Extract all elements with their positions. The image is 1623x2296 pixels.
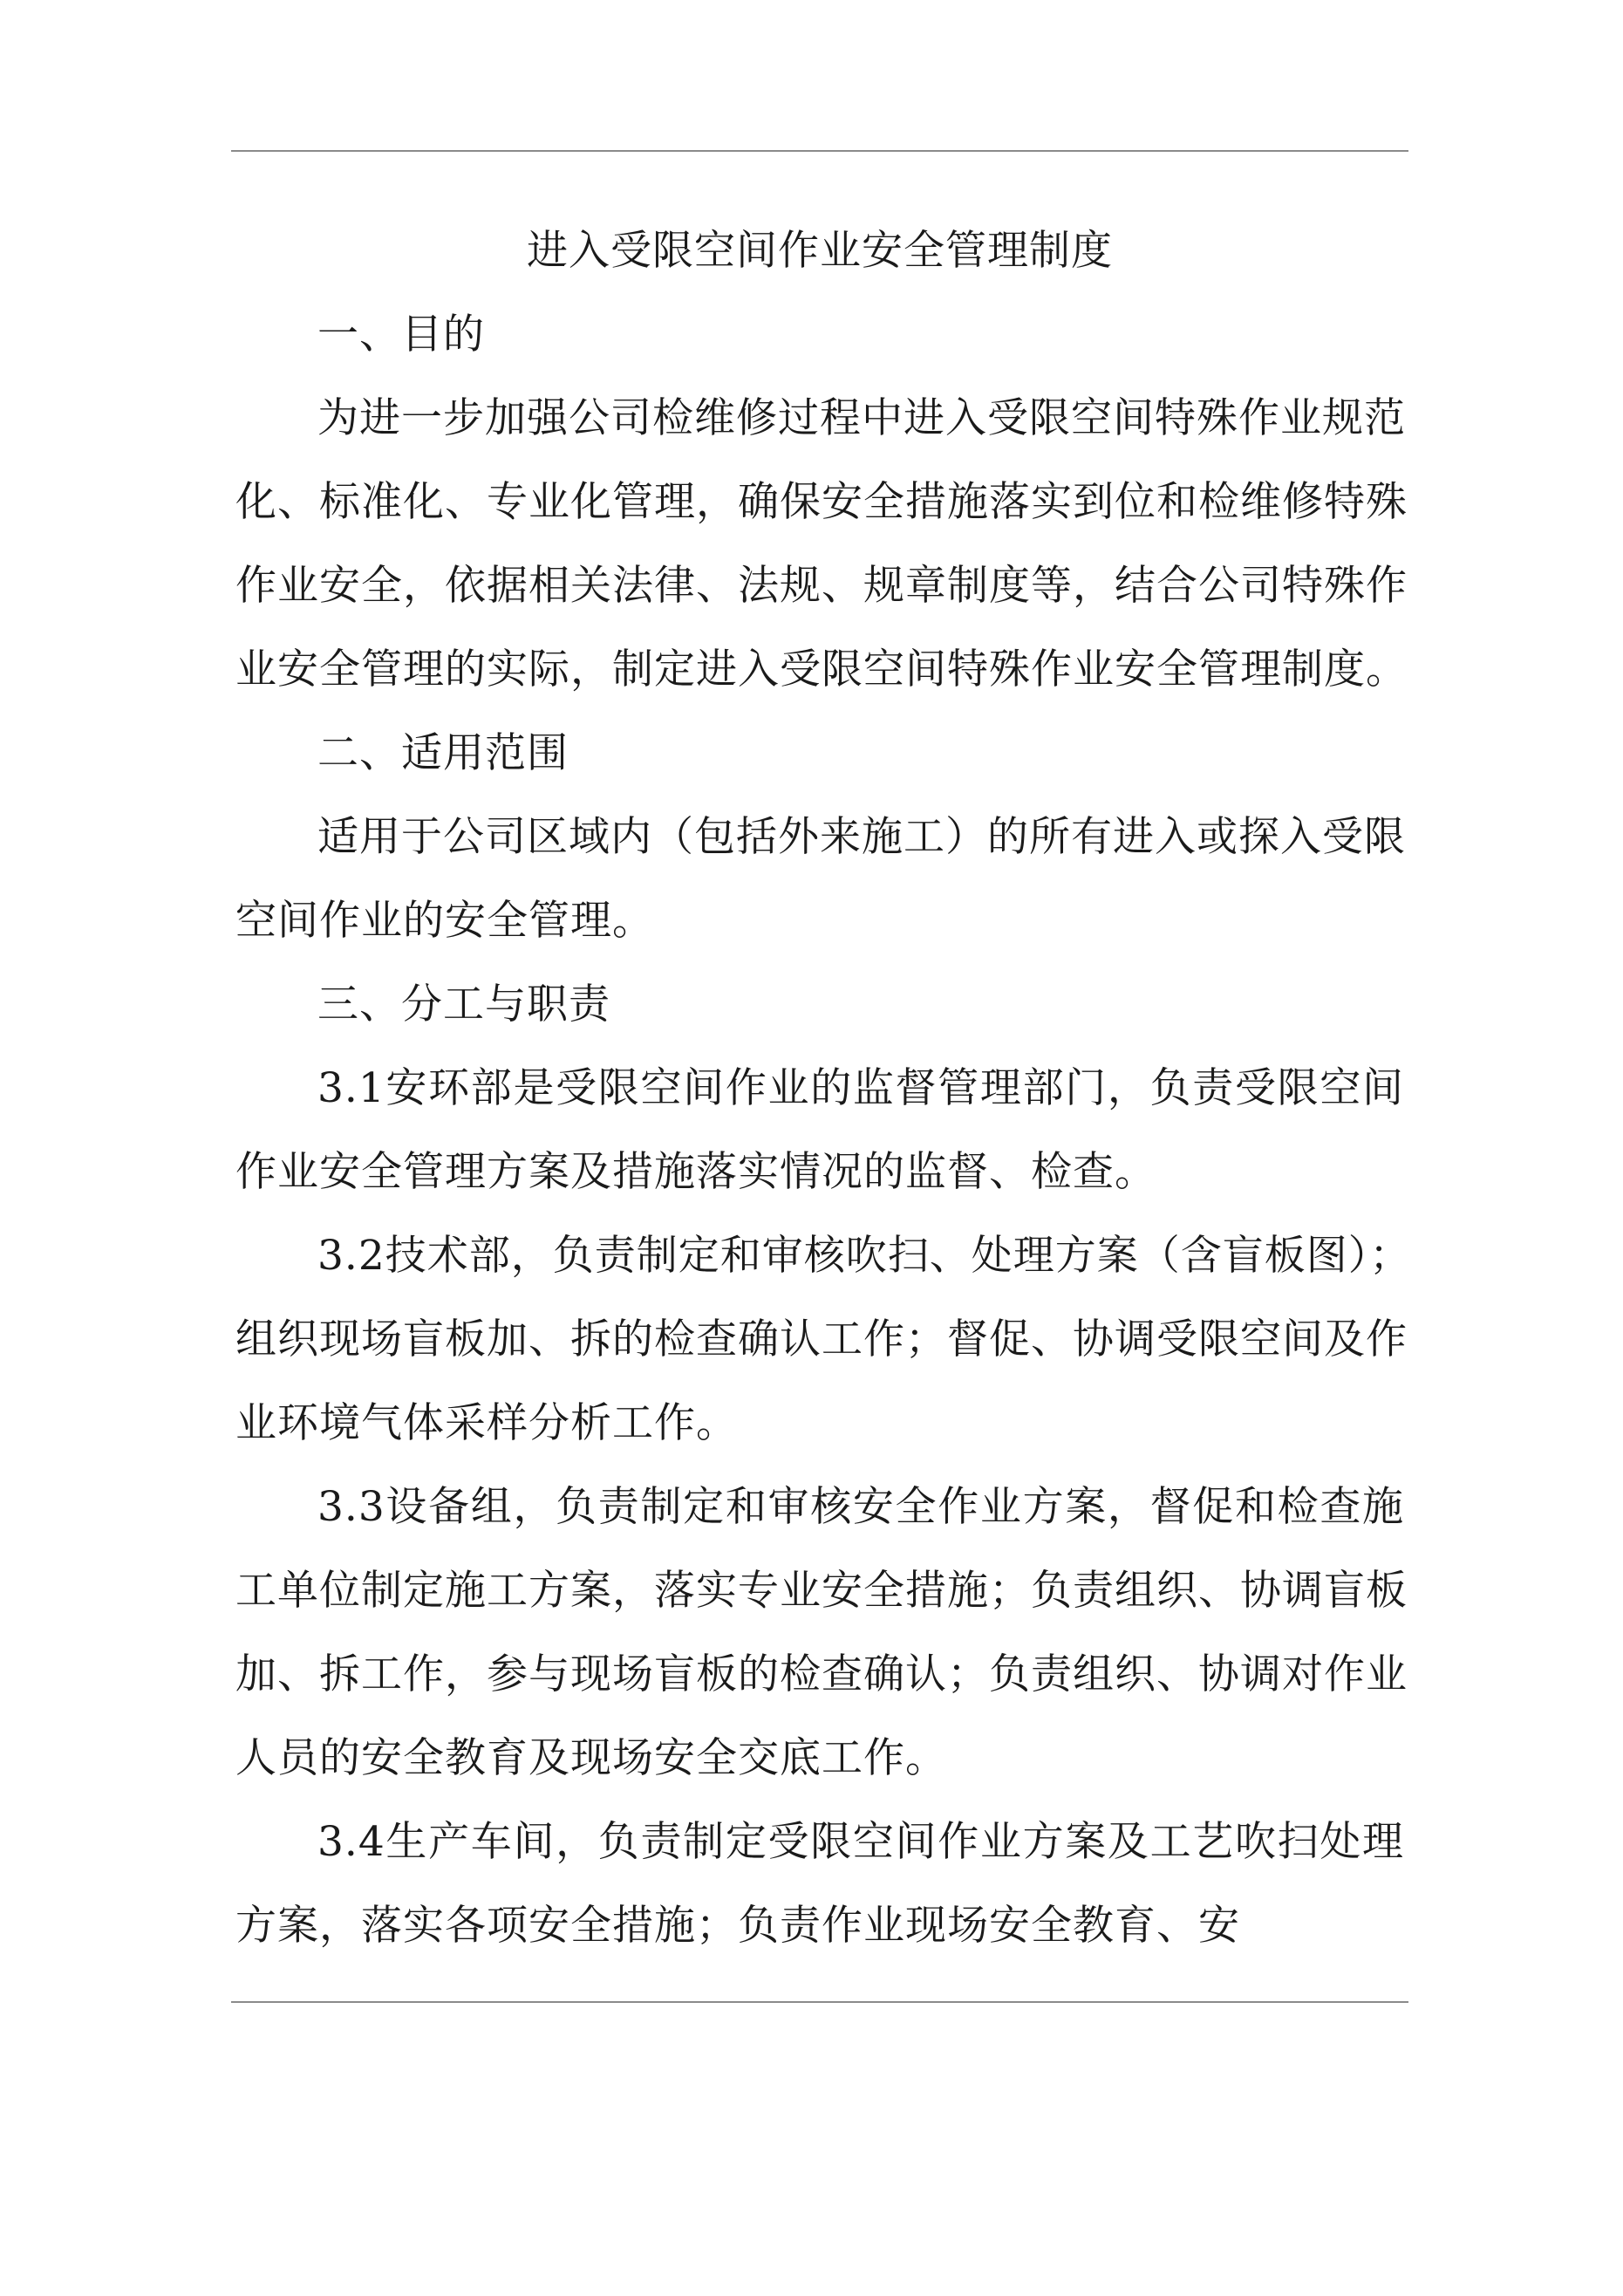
text-line: 加、拆工作，参与现场盲板的检查确认；负责组织、协调对作业 — [235, 1650, 1408, 1698]
text-line: 为进一步加强公司检维修过程中进入受限空间特殊作业规范 — [317, 394, 1406, 442]
text-line: 业安全管理的实际，制定进入受限空间特殊作业安全管理制度。 — [235, 646, 1408, 694]
text-line: 工单位制定施工方案，落实专业安全措施；负责组织、协调盲板 — [235, 1567, 1408, 1615]
document-text — [235, 293, 1412, 1968]
text-line: 三、分工与职责 — [317, 981, 610, 1028]
text-line: 3.3设备组，负责制定和审核安全作业方案，督促和检查施 — [317, 1483, 1404, 1531]
document-body — [235, 209, 1412, 1968]
text-line: 作业安全管理方案及措施落实情况的监督、检查。 — [235, 1148, 1156, 1196]
text-line: 人员的安全教育及现场安全交底工作。 — [235, 1734, 947, 1782]
header-rule — [231, 150, 1408, 152]
text-line: 空间作业的安全管理。 — [235, 897, 654, 945]
text-line: 一、目的 — [317, 311, 485, 359]
text-line: 3.4生产车间，负责制定受限空间作业方案及工艺吹扫处理 — [317, 1818, 1404, 1866]
text-line: 作业安全，依据相关法律、法规、规章制度等，结合公司特殊作 — [235, 562, 1408, 610]
text-line: 3.1安环部是受限空间作业的监督管理部门，负责受限空间 — [317, 1064, 1404, 1112]
text-line: 二、适用范围 — [317, 729, 569, 777]
document-title: 进入受限空间作业安全管理制度 — [527, 227, 1113, 275]
text-line: 业环境气体采样分析工作。 — [235, 1399, 738, 1447]
text-line: 3.2技术部，负责制定和审核吹扫、处理方案（含盲板图）； — [317, 1232, 1412, 1280]
text-line: 化、标准化、专业化管理，确保安全措施落实到位和检维修特殊 — [235, 478, 1408, 526]
text-line: 组织现场盲板加、拆的检查确认工作；督促、协调受限空间及作 — [235, 1315, 1408, 1363]
text-line: 适用于公司区域内（包括外来施工）的所有进入或探入受限 — [317, 813, 1406, 861]
text-line: 方案，落实各项安全措施；负责作业现场安全教育、安 — [235, 1902, 1240, 1950]
footer-rule — [231, 2001, 1408, 2003]
